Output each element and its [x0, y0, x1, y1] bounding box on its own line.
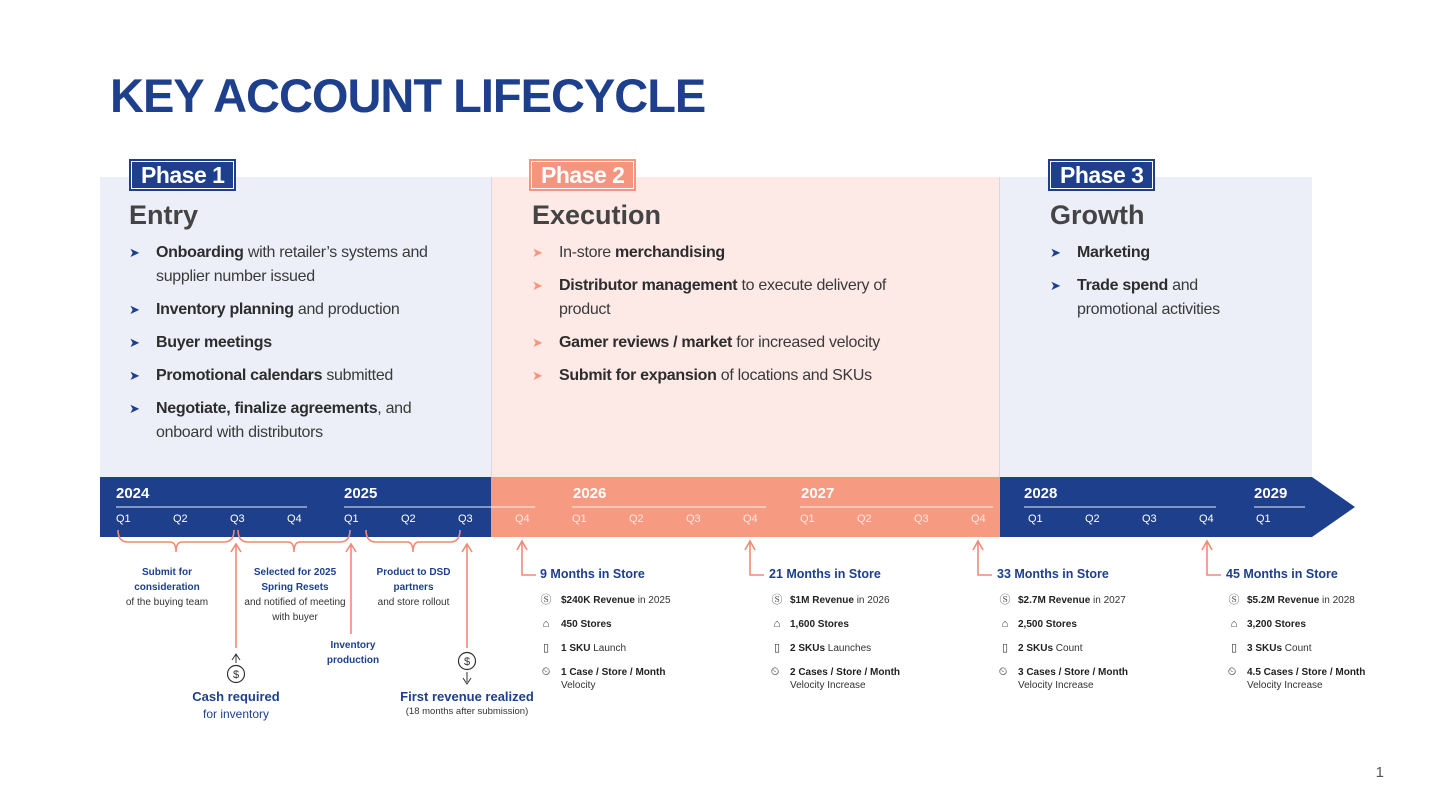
phase-2-name: Execution: [532, 200, 662, 230]
milestone-title: 33 Months in Store: [997, 567, 1109, 581]
bullet: ➤ Trade spend and promotional activities: [1050, 274, 1270, 322]
bullet: ➤ In-store merchandising: [532, 241, 902, 265]
note-product: Product to DSD partners and store rollout: [376, 567, 451, 608]
metric-skus: 3 SKUs Count: [1247, 643, 1312, 654]
phase-1-name: Entry: [129, 200, 199, 230]
bullet: ➤ Submit for expansion of locations and SKUs: [532, 364, 902, 388]
quarter-label: Q1: [572, 513, 587, 525]
arrow-bullet-icon: ➤: [129, 245, 140, 260]
arrow-bullet-icon: ➤: [1050, 278, 1061, 293]
metric-velocity: 2 Cases / Store / Month Velocity Increase: [790, 667, 901, 691]
metric-revenue: $1M Revenue in 2026: [790, 595, 890, 606]
bullet: ➤ Promotional calendars submitted: [129, 364, 429, 388]
note-selected: Selected for 2025 Spring Resets and notified of meeting with buyer: [244, 567, 346, 623]
note-inventory: Inventory production: [326, 640, 380, 666]
year-label: 2026: [573, 485, 607, 502]
velocity-icon: ⏲: [541, 666, 551, 678]
revenue-callout-title: First revenue realized: [400, 689, 534, 704]
metric-revenue: $240K Revenue in 2025: [561, 595, 671, 606]
metric-skus: 2 SKUs Count: [1018, 643, 1083, 654]
dollar-icon: Ⓢ: [540, 594, 552, 606]
arrow-bullet-icon: ➤: [532, 245, 543, 260]
revenue-dollar-icon: [459, 653, 476, 685]
milestone-title: 45 Months in Store: [1226, 567, 1338, 581]
can-icon: ▯: [1001, 642, 1009, 654]
arrow-bullet-icon: ➤: [532, 278, 543, 293]
cash-callout-title: Cash required: [192, 689, 280, 704]
bullet: ➤ Gamer reviews / market for increased velocity: [532, 331, 902, 355]
quarter-label: Q1: [1256, 513, 1271, 525]
velocity-icon: ⏲: [998, 666, 1008, 678]
bullet: ➤ Inventory planning and production: [129, 298, 429, 322]
year-label: 2027: [801, 485, 835, 502]
quarter-label: Q4: [971, 513, 986, 525]
milestone-title: 9 Months in Store: [540, 567, 645, 581]
metric-skus: 2 SKUs Launches: [790, 643, 872, 654]
metric-stores: 3,200 Stores: [1247, 619, 1306, 630]
can-icon: ▯: [773, 642, 781, 654]
year-label: 2028: [1024, 485, 1058, 502]
quarter-label: Q4: [515, 513, 530, 525]
store-icon: ⌂: [542, 618, 550, 630]
quarter-label: Q2: [173, 513, 188, 525]
phase-3-name: Growth: [1050, 200, 1145, 230]
arrow-bullet-icon: ➤: [129, 302, 140, 317]
quarter-label: Q3: [230, 513, 245, 525]
cash-dollar-icon: [228, 654, 245, 683]
quarter-label: Q3: [1142, 513, 1157, 525]
quarter-label: Q4: [743, 513, 758, 525]
year-label: 2029: [1254, 485, 1288, 502]
svg-text:$: $: [463, 656, 471, 668]
metric-stores: 450 Stores: [561, 619, 612, 630]
page-title: KEY ACCOUNT LIFECYCLE: [110, 69, 706, 122]
metric-stores: 1,600 Stores: [790, 619, 849, 630]
dollar-icon: Ⓢ: [771, 594, 783, 606]
quarter-label: Q1: [116, 513, 131, 525]
quarter-label: Q4: [1199, 513, 1214, 525]
bullet: ➤ Buyer meetings: [129, 331, 429, 355]
store-icon: ⌂: [773, 618, 781, 630]
quarter-label: Q3: [914, 513, 929, 525]
velocity-icon: ⏲: [770, 666, 780, 678]
year-label: 2024: [116, 485, 150, 502]
quarter-label: Q1: [800, 513, 815, 525]
arrow-bullet-icon: ➤: [129, 368, 140, 383]
svg-text:$: $: [232, 669, 240, 681]
year-label: 2025: [344, 485, 378, 502]
arrow-bullet-icon: ➤: [129, 401, 140, 416]
quarter-label: Q3: [686, 513, 701, 525]
cash-callout-sub: for inventory: [202, 707, 270, 721]
arrow-bullet-icon: ➤: [532, 335, 543, 350]
velocity-icon: ⏲: [1227, 666, 1237, 678]
metric-velocity: 4.5 Cases / Store / Month Velocity Increase: [1247, 667, 1366, 691]
metric-velocity: 3 Cases / Store / Month Velocity Increase: [1018, 667, 1129, 691]
arrow-bullet-icon: ➤: [532, 368, 543, 383]
phase-1-badge: Phase 1: [129, 159, 236, 191]
quarter-label: Q1: [1028, 513, 1043, 525]
can-icon: ▯: [542, 642, 550, 654]
milestone-title: 21 Months in Store: [769, 567, 881, 581]
bullet: ➤ Marketing: [1050, 241, 1270, 265]
can-icon: ▯: [1230, 642, 1238, 654]
quarter-label: Q2: [401, 513, 416, 525]
quarter-label: Q4: [287, 513, 302, 525]
dollar-icon: Ⓢ: [999, 594, 1011, 606]
page-number: 1: [1375, 764, 1384, 781]
arrow-bullet-icon: ➤: [129, 335, 140, 350]
quarter-label: Q2: [1085, 513, 1100, 525]
metric-skus: 1 SKU Launch: [561, 643, 627, 654]
quarter-label: Q2: [629, 513, 644, 525]
metric-revenue: $2.7M Revenue in 2027: [1018, 595, 1126, 606]
bullet: ➤ Negotiate, finalize agreements, and onboard with distributors: [129, 397, 429, 445]
dollar-icon: Ⓢ: [1228, 594, 1240, 606]
quarter-label: Q1: [344, 513, 359, 525]
arrow-bullet-icon: ➤: [1050, 245, 1061, 260]
store-icon: ⌂: [1230, 618, 1238, 630]
metric-stores: 2,500 Stores: [1018, 619, 1077, 630]
bullet: ➤ Onboarding with retailer’s systems and supplier number issued: [129, 241, 429, 289]
metric-revenue: $5.2M Revenue in 2028: [1247, 595, 1355, 606]
revenue-callout-sub: (18 months after submission): [405, 706, 529, 717]
note-submit: Submit for consideration of the buying team: [125, 567, 209, 608]
quarter-label: Q3: [458, 513, 473, 525]
metric-velocity: 1 Case / Store / Month Velocity: [561, 667, 666, 691]
phase-2-badge: Phase 2: [529, 159, 636, 191]
quarter-label: Q2: [857, 513, 872, 525]
phase-3-badge: Phase 3: [1048, 159, 1155, 191]
store-icon: ⌂: [1001, 618, 1009, 630]
bullet: ➤ Distributor management to execute delivery of product: [532, 274, 902, 322]
